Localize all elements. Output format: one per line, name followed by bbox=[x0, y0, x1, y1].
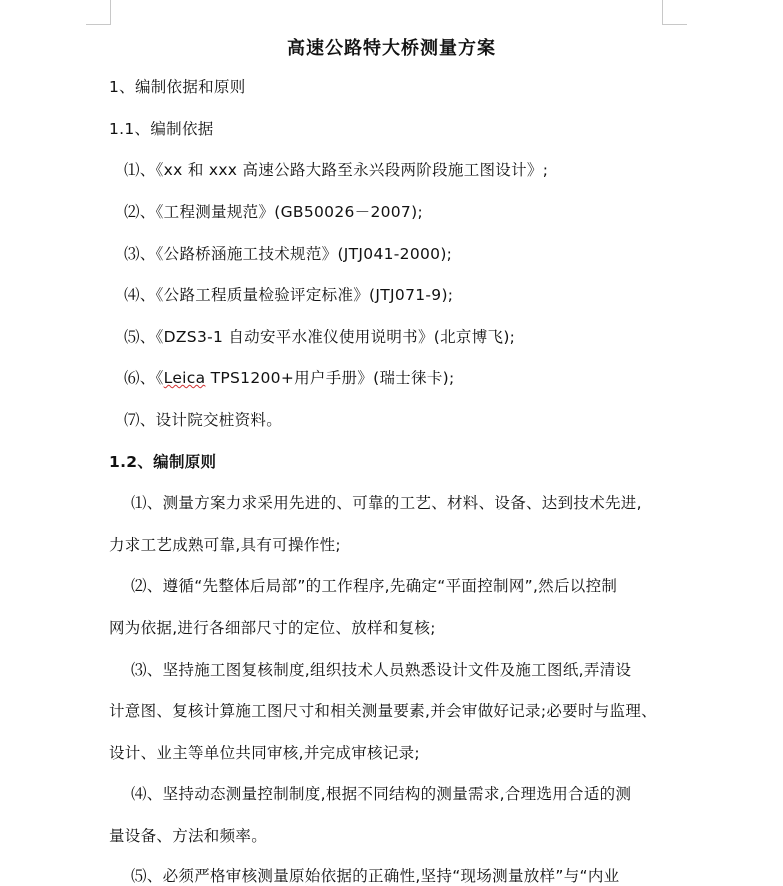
principle-line: ⑸、必须严格审核测量原始依据的正确性,坚持“现场测量放样”与“内业 bbox=[131, 867, 620, 885]
document-title: 高速公路特大桥测量方案 bbox=[287, 38, 496, 59]
basis-item-6-prefix: ⑹、《 bbox=[124, 369, 164, 387]
spellcheck-word: Leica bbox=[163, 369, 206, 387]
principle-line: 设计、业主等单位共同审核,并完成审核记录; bbox=[109, 744, 420, 762]
basis-item-7: ⑺、设计院交桩资料。 bbox=[124, 411, 283, 429]
page-corner-mark-left bbox=[86, 0, 111, 25]
principle-line: ⑷、坚持动态测量控制制度,根据不同结构的测量需求,合理选用合适的测 bbox=[131, 785, 632, 803]
basis-item-1: ⑴、《xx 和 xxx 高速公路大路至永兴段两阶段施工图设计》; bbox=[124, 161, 549, 179]
basis-item-6-suffix: TPS1200+用户手册》(瑞士徕卡); bbox=[205, 369, 455, 387]
principle-line: ⑴、测量方案力求采用先进的、可靠的工艺、材料、设备、达到技术先进, bbox=[131, 494, 642, 512]
basis-item-2: ⑵、《工程测量规范》(GB50026－2007); bbox=[124, 203, 423, 221]
principle-line: 量设备、方法和频率。 bbox=[109, 827, 268, 845]
principle-line: ⑵、遵循“先整体后局部”的工作程序,先确定“平面控制网”,然后以控制 bbox=[131, 577, 618, 595]
basis-item-4: ⑷、《公路工程质量检验评定标准》(JTJ071-9); bbox=[124, 286, 454, 304]
section-heading-1-1: 1.1、编制依据 bbox=[109, 120, 214, 138]
principle-line: 计意图、复核计算施工图尺寸和相关测量要素,并会审做好记录;必要时与监理、 bbox=[109, 702, 657, 720]
basis-item-3: ⑶、《公路桥涵施工技术规范》(JTJ041-2000); bbox=[124, 245, 453, 263]
section-heading-1: 1、编制依据和原则 bbox=[109, 78, 246, 96]
principle-line: 网为依据,进行各细部尺寸的定位、放样和复核; bbox=[109, 619, 436, 637]
section-heading-1-2: 1.2、编制原则 bbox=[109, 453, 217, 471]
principle-line: ⑶、坚持施工图复核制度,组织技术人员熟悉设计文件及施工图纸,弄清设 bbox=[131, 661, 632, 679]
basis-item-6 bbox=[124, 368, 455, 388]
basis-item-5: ⑸、《DZS3-1 自动安平水准仪使用说明书》(北京博飞); bbox=[124, 328, 516, 346]
page-corner-mark-right bbox=[662, 0, 687, 25]
principle-line: 力求工艺成熟可靠,具有可操作性; bbox=[109, 536, 341, 554]
